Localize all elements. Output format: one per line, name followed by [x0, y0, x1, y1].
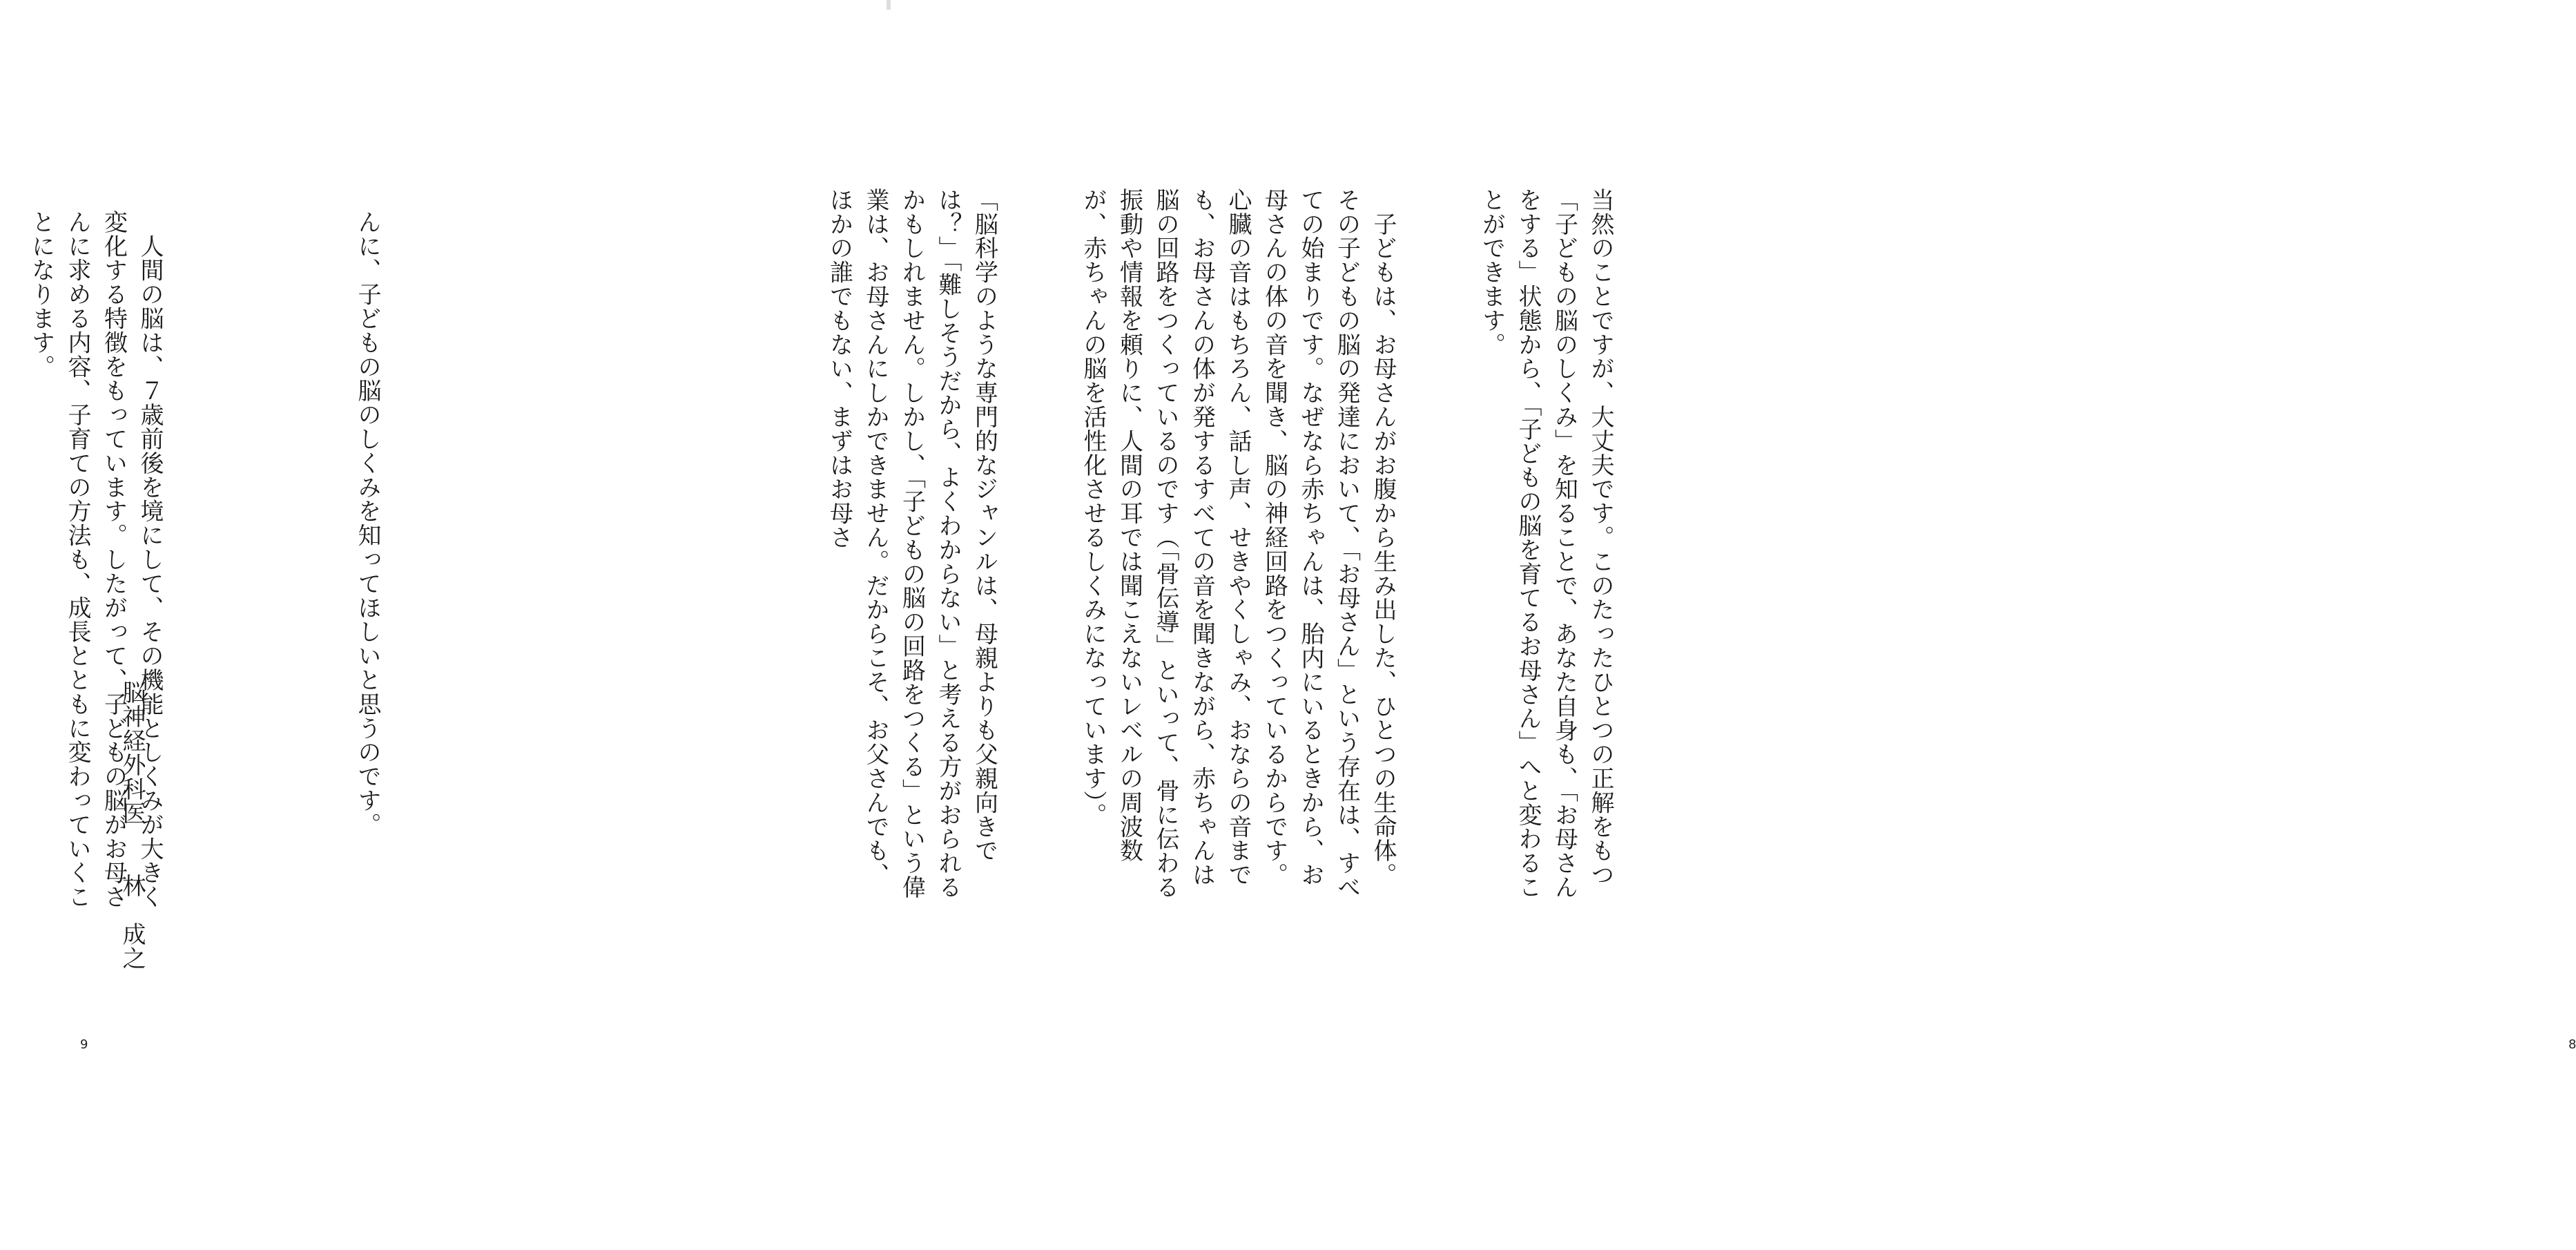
left-page-body	[16, 210, 458, 970]
page-number: 9	[80, 1037, 88, 1052]
paragraph: 当然のことですが、大丈夫です。このたったひとつの正解をもつ「子どもの脳のしくみ」を知ることで、あなた自身も、「お母さんをする」状態から、「子どもの脳を育てるお母さん」へと変わることができます。	[1478, 188, 1614, 899]
paragraph: 「脳科学のような専門的なジャンルは、母親よりも父親向きでは？」「難しそうだから、よくわからない」と考える方がおられるかもしれません。しかし、「子どもの脳の回路をつくる」という偉業は、お母さんにしかできません。だからこそ、お父さんでも、ほかの誰でもない、まずはお母さ	[825, 188, 998, 899]
page-number: 8	[2568, 1037, 2576, 1052]
paragraph: んに、子どもの脳のしくみを知ってほしいと思うのです。	[354, 210, 381, 837]
author-signature: 脳神経外科医 林 成之	[118, 680, 146, 970]
right-page	[825, 0, 2576, 1250]
paragraph: 子どもは、お母さんがお腹から生み出した、ひとつの生命体。その子どもの脳の発達において、「お母さん」という存在は、すべての始まりです。なぜなら赤ちゃんは、胎内にいるときから、お母さんの体の音を聞き、脳の神経回路をつくっているからです。心臓の音はもちろん、話し声、せきやくしゃみ、おならの音までも、お母さんの体が発するすべての音を聞きながら、赤ちゃんは脳の回路をつくっているのです（「骨伝導」といって、骨に伝わる振動や情報を頼りに、人間の耳では聞こえないレベルの周波数が、赤ちゃんの脳を活性化させるしくみになっています）。	[1079, 188, 1397, 899]
paragraph: 人間の脳は、７歳前後を境にして、その機能としくみが大きく変化する特徴をもっています。したがって、子どもの脳がお母さんに求める内容、子育ての方法も、成長とともに変わっていくことになります。	[27, 210, 164, 910]
right-page-body	[825, 188, 1691, 906]
paragraph-spacer	[240, 210, 277, 928]
